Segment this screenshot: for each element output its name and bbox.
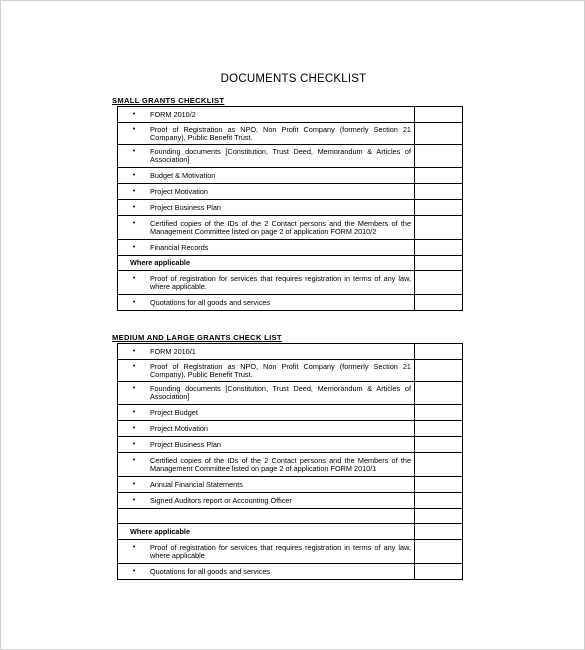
checklist-item-text: Quotations for all goods and services (150, 297, 271, 307)
checklist-row (118, 184, 463, 200)
checklist-item-cell (118, 509, 415, 524)
checkbox-cell[interactable] (415, 421, 463, 437)
checkbox-cell[interactable] (415, 344, 463, 360)
bullet-icon: • (132, 480, 136, 488)
checkbox-cell[interactable] (415, 382, 463, 405)
checklist-item-cell (118, 200, 415, 216)
checklist-item (118, 363, 414, 379)
checklist-row (118, 421, 463, 437)
bullet-icon: • (132, 298, 136, 306)
bullet-icon: • (132, 424, 136, 432)
checklist-item-cell (118, 216, 415, 240)
checklist-item-text: Budget & Motivation (150, 170, 216, 180)
checkbox-cell[interactable] (415, 271, 463, 295)
checkbox-cell[interactable] (415, 168, 463, 184)
checklist-item (118, 385, 414, 401)
checkbox-cell[interactable] (415, 145, 463, 168)
checklist-row (118, 200, 463, 216)
checklist-item (118, 188, 414, 196)
small-grants-table (117, 106, 463, 311)
checklist-row (118, 240, 463, 256)
checklist-row (118, 509, 463, 524)
checkbox-cell[interactable] (415, 295, 463, 311)
checklist-item (118, 348, 414, 356)
checklist-item-text: Proof of registration for services that requires registration in terms of any law, where applicable (150, 542, 411, 560)
checklist-item (118, 126, 414, 142)
checklist-item-text: Proof of registration for services that requires registration in terms of any law, where applicable. (150, 273, 411, 291)
checklist-item-text: Project Business Plan (150, 439, 221, 449)
checklist-row (118, 145, 463, 168)
checklist-item (118, 568, 414, 576)
checklist-row (118, 405, 463, 421)
bullet-icon: • (132, 567, 136, 575)
checkbox-cell[interactable] (415, 437, 463, 453)
checkbox-cell[interactable] (415, 477, 463, 493)
checklist-item-cell (118, 477, 415, 493)
bullet-icon: • (132, 362, 136, 370)
checklist-item-cell (118, 256, 415, 271)
checklist-row (118, 107, 463, 123)
checklist-item-cell (118, 382, 415, 405)
checkbox-cell[interactable] (415, 564, 463, 580)
medium-large-grants-table (117, 343, 463, 580)
checklist-item-text: Founding documents [Constitution, Trust Deed, Memorandum & Articles of Association] (150, 147, 411, 164)
checklist-item-text: Project Motivation (150, 186, 208, 196)
checklist-item-text: Annual Financial Statements (150, 479, 243, 489)
checkbox-cell[interactable] (415, 184, 463, 200)
checkbox-cell[interactable] (415, 216, 463, 240)
checklist-row (118, 123, 463, 145)
checklist-item-text: Certified copies of the IDs of the 2 Contact persons and the Members of the Management Committee listed on page 2 of application FORM 2010/1 (150, 455, 411, 473)
checklist-item (118, 244, 414, 252)
bullet-icon: • (132, 219, 136, 227)
checklist-item-cell (118, 184, 415, 200)
bullet-icon: • (132, 171, 136, 179)
checklist-item-text: Proof of Registration as NPO, Non Profit Company (formerly Section 21 Company), Public Benefit Trust. (150, 124, 411, 142)
checklist-item-text: Proof of Registration as NPO, Non Profit Company (formerly Section 21 Company), Public Benefit Trust. (150, 361, 411, 379)
bullet-icon: • (132, 187, 136, 195)
checkbox-cell[interactable] (415, 360, 463, 382)
checkbox-cell[interactable] (415, 123, 463, 145)
checklist-item (118, 220, 414, 236)
checklist-row (118, 493, 463, 509)
checklist-item (118, 441, 414, 449)
checklist-row (118, 168, 463, 184)
checklist-item-cell (118, 295, 415, 311)
checklist-item-cell (118, 168, 415, 184)
bullet-icon: • (132, 110, 136, 118)
checklist-row (118, 524, 463, 540)
checklist-row (118, 344, 463, 360)
checklist-item-cell (118, 493, 415, 509)
checklist-item-text: FORM 2010/1 (150, 346, 196, 356)
bullet-icon: • (132, 243, 136, 251)
bullet-icon: • (132, 148, 136, 155)
checkbox-cell[interactable] (415, 524, 463, 540)
checklist-item-cell (118, 123, 415, 145)
checklist-row (118, 382, 463, 405)
medium-large-grants-title: MEDIUM AND LARGE GRANTS CHECK LIST (112, 333, 282, 342)
bullet-icon: • (132, 347, 136, 355)
checklist-item-text: Founding documents [Constitution, Trust Deed, Memorandum & Articles of Association] (150, 384, 411, 401)
checklist-item (118, 457, 414, 473)
checkbox-cell[interactable] (415, 240, 463, 256)
checkbox-cell[interactable] (415, 107, 463, 123)
bullet-icon: • (132, 408, 136, 416)
checklist-item-text: Project Budget (150, 407, 198, 417)
checklist-item (118, 275, 414, 291)
checklist-item (118, 148, 414, 164)
checklist-item-cell (118, 405, 415, 421)
checklist-row (118, 271, 463, 295)
checkbox-cell[interactable] (415, 509, 463, 524)
checklist-item (118, 544, 414, 560)
checklist-item-cell (118, 540, 415, 564)
checklist-item-cell (118, 240, 415, 256)
page-title: DOCUMENTS CHECKLIST (220, 73, 367, 85)
bullet-icon: • (132, 440, 136, 448)
checklist-item (118, 172, 414, 180)
checklist-item-cell (118, 344, 415, 360)
checklist-row (118, 216, 463, 240)
checklist-item-cell (118, 421, 415, 437)
checkbox-cell[interactable] (415, 405, 463, 421)
checklist-item-cell (118, 360, 415, 382)
checkbox-cell[interactable] (415, 540, 463, 564)
checklist-item-cell (118, 453, 415, 477)
checklist-item-cell (118, 524, 415, 540)
checklist-row (118, 453, 463, 477)
checklist-row (118, 540, 463, 564)
checklist-item-text: Financial Records (150, 242, 209, 252)
bullet-icon: • (132, 543, 136, 551)
checklist-row (118, 360, 463, 382)
checklist-item-cell (118, 437, 415, 453)
checklist-row (118, 564, 463, 580)
checklist-item-text: Signed Auditors report or Accounting Officer (150, 495, 292, 505)
bullet-icon: • (132, 385, 136, 392)
checkbox-cell[interactable] (415, 453, 463, 477)
checklist-row (118, 295, 463, 311)
checklist-item-text: Quotations for all goods and services (150, 566, 271, 576)
checkbox-cell[interactable] (415, 200, 463, 216)
bullet-icon: • (132, 203, 136, 211)
small-grants-title: SMALL GRANTS CHECKLIST (112, 96, 225, 105)
bullet-icon: • (132, 274, 136, 282)
checklist-item (118, 111, 414, 119)
checklist-item (118, 204, 414, 212)
checklist-item (118, 425, 414, 433)
checklist-row (118, 477, 463, 493)
checklist-item-cell (118, 145, 415, 168)
bullet-icon: • (132, 496, 136, 504)
checklist-item (118, 481, 414, 489)
checkbox-cell[interactable] (415, 256, 463, 271)
checklist-item-text: FORM 2010/2 (150, 109, 196, 119)
checklist-item (118, 409, 414, 417)
checklist-item-text: Project Motivation (150, 423, 208, 433)
where-applicable-heading: Where applicable (130, 526, 191, 536)
checklist-item-cell (118, 271, 415, 295)
checklist-row (118, 256, 463, 271)
checklist-item (118, 299, 414, 307)
checklist-item-text: Certified copies of the IDs of the 2 Contact persons and the Members of the Management Committee listed on page 2 of application FORM 2010/2 (150, 218, 411, 236)
checklist-item-text: Project Business Plan (150, 202, 221, 212)
checklist-item (118, 497, 414, 505)
bullet-icon: • (132, 456, 136, 464)
checklist-row (118, 437, 463, 453)
checklist-item-cell (118, 564, 415, 580)
where-applicable-heading: Where applicable (130, 258, 191, 267)
bullet-icon: • (132, 125, 136, 133)
checklist-item-cell (118, 107, 415, 123)
checkbox-cell[interactable] (415, 493, 463, 509)
